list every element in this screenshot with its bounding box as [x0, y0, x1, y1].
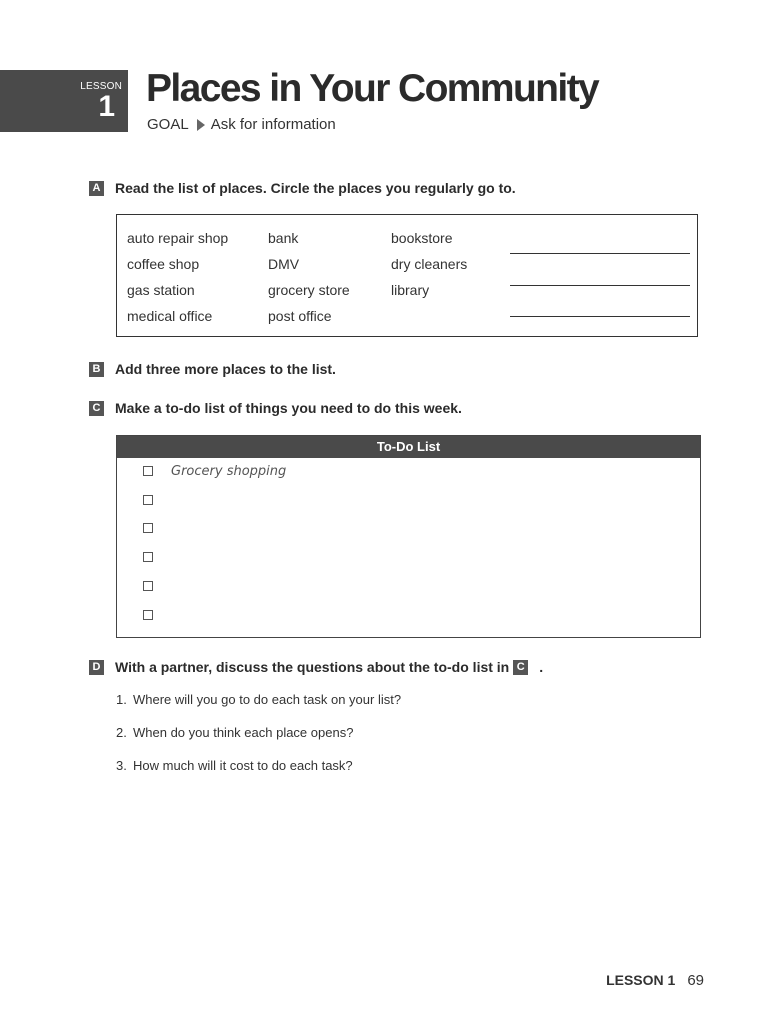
section-d-instruction [89, 659, 543, 675]
todo-item[interactable] [143, 492, 171, 508]
blank-write-line[interactable] [510, 285, 690, 286]
lesson-tab [0, 70, 128, 132]
todo-list-title: To-Do List [117, 436, 700, 458]
places-word-box [116, 214, 698, 337]
todo-item-text: Grocery shopping [171, 463, 287, 479]
section-letter-d: D [89, 660, 104, 675]
todo-item[interactable] [143, 520, 171, 536]
place-item[interactable]: DMV [268, 256, 300, 272]
checkbox[interactable] [143, 523, 153, 533]
place-item[interactable]: library [391, 282, 430, 298]
place-item[interactable]: grocery store [268, 282, 350, 298]
play-arrow-icon [197, 119, 205, 131]
place-item[interactable]: post office [268, 308, 332, 324]
todo-item[interactable] [143, 463, 286, 479]
goal-label: GOAL [147, 116, 189, 133]
goal-text: Ask for information [210, 116, 336, 133]
lesson-number: 1 [98, 90, 115, 123]
question-number: 1. [116, 692, 127, 707]
checkbox[interactable] [143, 610, 153, 620]
goal-line [147, 116, 336, 134]
todo-item[interactable] [143, 549, 171, 565]
footer-lesson-label: LESSON 1 [606, 972, 676, 988]
section-b-instruction [89, 361, 336, 377]
blank-write-line[interactable] [510, 316, 690, 317]
page-footer [606, 972, 704, 989]
question-item [116, 692, 401, 707]
question-item [116, 725, 353, 740]
todo-item[interactable] [143, 578, 171, 594]
todo-list-box [116, 435, 701, 638]
question-number: 3. [116, 758, 127, 773]
section-letter-b: B [89, 362, 104, 377]
section-reference-c: C [513, 660, 528, 675]
section-b-text: Add three more places to the list. [115, 361, 336, 377]
section-a-instruction [89, 180, 516, 196]
section-d-text: With a partner, discuss the questions about the to-do list in [115, 659, 510, 675]
question-number: 2. [116, 725, 127, 740]
section-letter-a: A [89, 181, 104, 196]
checkbox[interactable] [143, 495, 153, 505]
question-text: How much will it cost to do each task? [133, 758, 353, 773]
checkbox[interactable] [143, 581, 153, 591]
place-item[interactable]: coffee shop [127, 256, 200, 272]
blank-write-line[interactable] [510, 253, 690, 254]
section-c-text: Make a to-do list of things you need to do this week. [115, 400, 462, 416]
question-text: When do you think each place opens? [133, 725, 354, 740]
question-text: Where will you go to do each task on your list? [133, 692, 402, 707]
lesson-tab-label: LESSON [80, 81, 122, 92]
page-title: Places in Your Community [146, 67, 599, 110]
place-item[interactable]: bank [268, 230, 299, 246]
checkbox[interactable] [143, 466, 153, 476]
question-item [116, 758, 353, 773]
section-c-instruction [89, 400, 462, 416]
page-number: 69 [687, 972, 704, 989]
place-item[interactable]: auto repair shop [127, 230, 229, 246]
place-item[interactable]: medical office [127, 308, 213, 324]
place-item[interactable]: gas station [127, 282, 195, 298]
checkbox[interactable] [143, 552, 153, 562]
place-item[interactable]: dry cleaners [391, 256, 468, 272]
todo-item[interactable] [143, 607, 171, 623]
section-a-text: Read the list of places. Circle the places you regularly go to. [115, 180, 516, 196]
section-letter-c: C [89, 401, 104, 416]
place-item[interactable]: bookstore [391, 230, 453, 246]
section-d-punct: . [539, 659, 544, 675]
